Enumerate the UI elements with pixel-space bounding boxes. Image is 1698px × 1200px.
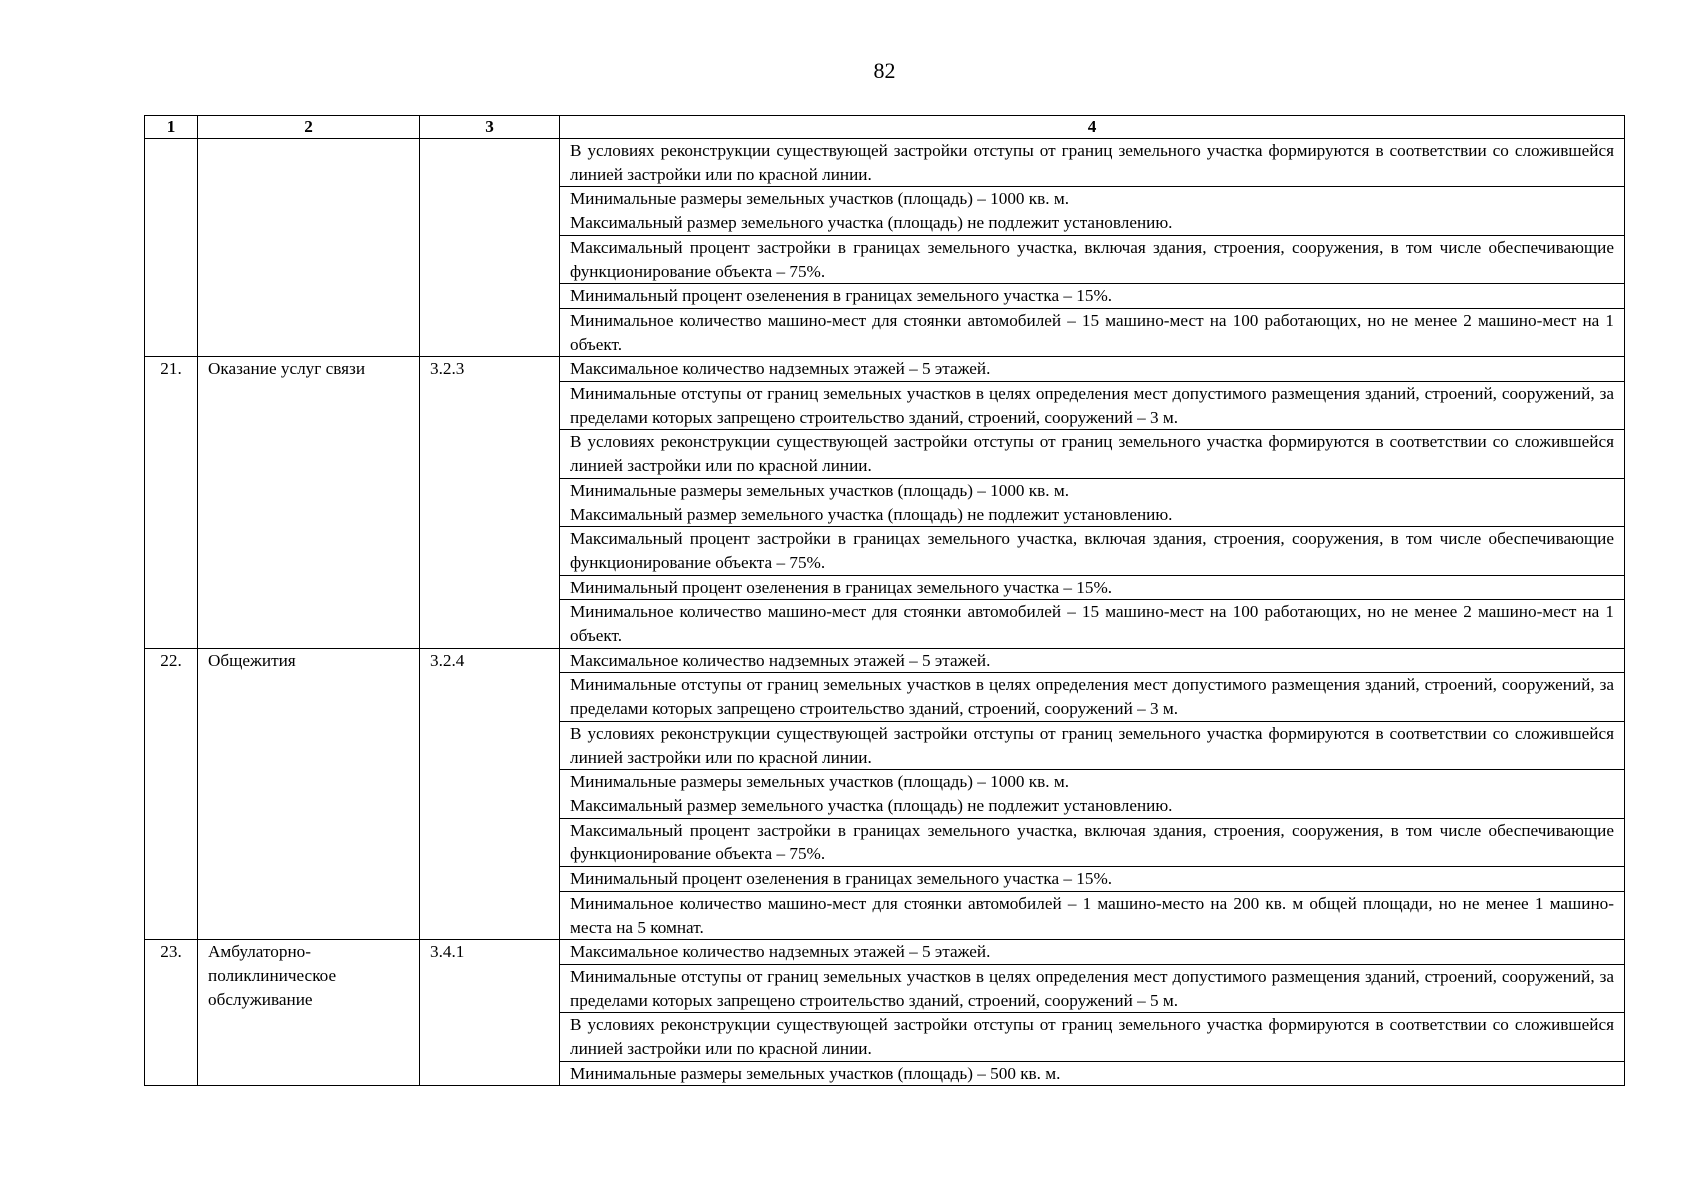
regulation-text: Максимальный размер земельного участка (площадь) не подлежит установлению.	[570, 213, 1173, 233]
header-row	[145, 116, 1625, 139]
regulation-text: Максимальный процент застройки в границах земельного участка, включая здания, строения, сооружения, в том числе обеспечивающие функционирование объекта – 75%.	[570, 529, 1614, 572]
use-type-name-text: Оказание услуг связи	[208, 359, 366, 379]
regulation-text: Максимальный процент застройки в границах земельного участка, включая здания, строения, сооружения, в том числе обеспечивающие функционирование объекта – 75%.	[570, 237, 1614, 281]
regulation-text: Минимальный процент озеленения в границах земельного участка – 15%.	[570, 869, 1113, 889]
use-type-name	[198, 139, 420, 357]
regulation-text: Максимальный процент застройки в границах земельного участка, включая здания, строения, сооружения, в том числе обеспечивающие функционирование объекта – 75%.	[570, 820, 1614, 864]
regulation-text: В условиях реконструкции существующей застройки отступы от границ земельного участка формируются в соответствии со сложившейся линией застройки или по красной линии.	[570, 1015, 1614, 1059]
regulation-cell	[560, 648, 1625, 673]
regulation-cell	[560, 284, 1625, 309]
regulation-cell	[560, 891, 1625, 939]
regulation-text: Минимальные размеры земельных участков (площадь) – 1000 кв. м.	[570, 772, 1070, 792]
use-type-name-text: поликлиническое	[208, 965, 337, 985]
regulation-cell	[560, 770, 1625, 818]
table-row	[145, 648, 1625, 673]
use-type-name-text: обслуживание	[208, 989, 313, 1009]
regulation-text: Минимальный процент озеленения в границах земельного участка – 15%.	[570, 286, 1113, 306]
row-number-text: 22.	[160, 650, 182, 670]
regulation-text: Минимальные размеры земельных участков (площадь) – 1000 кв. м.	[570, 480, 1070, 500]
table-row	[145, 139, 1625, 187]
regulation-text: Минимальное количество машино-мест для стоянки автомобилей – 1 машино-место на 200 кв. м общей площади, но не менее 1 машино-места на 5 комнат.	[570, 893, 1614, 937]
regulation-text: Минимальное количество машино-мест для стоянки автомобилей – 15 машино-мест на 100 работающих, но не менее 2 машино-мест на 1 объект.	[570, 310, 1614, 354]
regulation-cell	[560, 721, 1625, 769]
table-body	[145, 139, 1625, 1086]
use-type-name-text: Амбулаторно-	[208, 942, 311, 962]
regulation-text: Минимальные отступы от границ земельных участков в целях определения мест допустимого размещения зданий, строений, сооружений, за пределами которых запрещено строительство зданий, строений, сооружений – 3 м.	[570, 675, 1614, 719]
regulation-cell	[560, 940, 1625, 965]
row-number-text: 23.	[160, 942, 182, 962]
page-number: 82	[873, 58, 896, 83]
regulation-cell	[560, 478, 1625, 526]
regulation-text: В условиях реконструкции существующей застройки отступы от границ земельного участка формируются в соответствии со сложившейся линией застройки или по красной линии.	[570, 723, 1614, 767]
use-type-code-text: 3.2.3	[430, 359, 465, 379]
regulation-cell	[560, 430, 1625, 478]
regulation-text: Минимальное количество машино-мест для стоянки автомобилей – 15 машино-мест на 100 работающих, но не менее 2 машино-мест на 1 объект.	[570, 602, 1614, 646]
regulation-cell	[560, 527, 1625, 575]
regulation-cell	[560, 1061, 1625, 1086]
regulation-text: Максимальное количество надземных этажей – 5 этажей.	[570, 359, 991, 379]
regulation-text: В условиях реконструкции существующей застройки отступы от границ земельного участка формируются в соответствии со сложившейся линией застройки или по красной линии.	[570, 141, 1614, 184]
regulation-text: Минимальные размеры земельных участков (площадь) – 500 кв. м.	[570, 1063, 1061, 1083]
use-type-code-text: 3.4.1	[430, 942, 465, 962]
use-type-name-text: Общежития	[208, 650, 296, 670]
regulation-text: Максимальный размер земельного участка (площадь) не подлежит установлению.	[570, 795, 1173, 815]
use-type-name	[198, 940, 420, 1086]
header-col-3: 3	[420, 116, 560, 139]
header-col-1: 1	[145, 116, 198, 139]
header-col-4: 4	[560, 116, 1625, 139]
use-type-code	[420, 357, 560, 648]
table-row	[145, 940, 1625, 965]
regulation-cell	[560, 382, 1625, 430]
regulation-text: Максимальный размер земельного участка (площадь) не подлежит установлению.	[570, 504, 1173, 524]
regulation-text: Минимальные отступы от границ земельных участков в целях определения мест допустимого размещения зданий, строений, сооружений, за пределами которых запрещено строительство зданий, строений, сооружений – 5 м.	[570, 966, 1614, 1010]
regulation-cell	[560, 139, 1625, 187]
header-col-2: 2	[198, 116, 420, 139]
regulation-cell	[560, 867, 1625, 892]
regulation-cell	[560, 673, 1625, 721]
use-type-name	[198, 357, 420, 648]
regulations-table	[144, 115, 1625, 1086]
regulation-cell	[560, 235, 1625, 283]
regulation-text: Минимальные размеры земельных участков (площадь) – 1000 кв. м.	[570, 189, 1070, 209]
regulation-text: Максимальное количество надземных этажей – 5 этажей.	[570, 942, 991, 962]
use-type-name	[198, 648, 420, 939]
regulation-cell	[560, 357, 1625, 382]
row-number-text: 21.	[160, 359, 182, 379]
row-number	[145, 940, 198, 1086]
regulation-cell	[560, 187, 1625, 235]
use-type-code	[420, 940, 560, 1086]
regulation-cell	[560, 575, 1625, 600]
use-type-code	[420, 139, 560, 357]
regulation-text: Минимальные отступы от границ земельных участков в целях определения мест допустимого размещения зданий, строений, сооружений, за пределами которых запрещено строительство зданий, строений, сооружений – 3 м.	[570, 384, 1614, 427]
use-type-code	[420, 648, 560, 939]
row-number	[145, 139, 198, 357]
regulation-text: Максимальное количество надземных этажей – 5 этажей.	[570, 650, 991, 670]
regulation-cell	[560, 1013, 1625, 1061]
regulation-cell	[560, 600, 1625, 648]
use-type-code-text: 3.2.4	[430, 650, 465, 670]
regulation-text: Минимальный процент озеленения в границах земельного участка – 15%.	[570, 577, 1113, 597]
regulation-cell	[560, 308, 1625, 356]
regulation-cell	[560, 818, 1625, 866]
row-number	[145, 357, 198, 648]
regulation-cell	[560, 964, 1625, 1012]
row-number	[145, 648, 198, 939]
table-row	[145, 357, 1625, 382]
regulation-text: В условиях реконструкции существующей застройки отступы от границ земельного участка формируются в соответствии со сложившейся линией застройки или по красной линии.	[570, 432, 1614, 476]
